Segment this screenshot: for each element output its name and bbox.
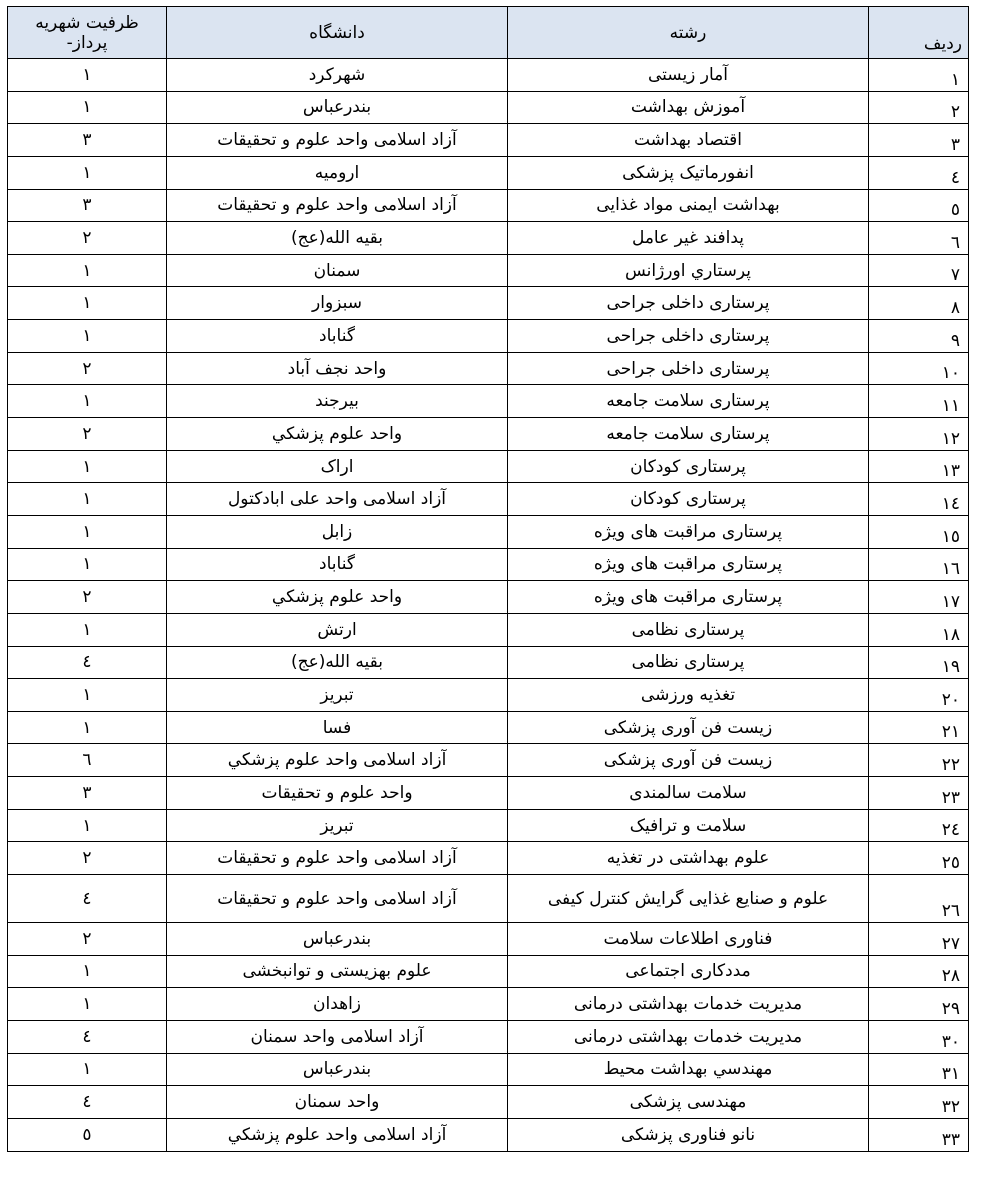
row-index: ۱ <box>869 59 969 92</box>
row-university: بندرعباس <box>167 923 508 956</box>
table-row <box>8 515 969 548</box>
row-index: ۲۳ <box>869 777 969 810</box>
table-row <box>8 385 969 418</box>
row-capacity: ۱ <box>8 679 167 712</box>
table-row <box>8 613 969 646</box>
row-capacity: ۱ <box>8 955 167 988</box>
row-index: ۲٥ <box>869 842 969 875</box>
row-university: آزاد اسلامی واحد علوم و تحقیقات <box>167 124 508 157</box>
row-university: تبریز <box>167 679 508 712</box>
row-field: بهداشت ایمنی مواد غذایی <box>508 189 869 222</box>
row-university: زابل <box>167 515 508 548</box>
row-index: ٥ <box>869 189 969 222</box>
table-row <box>8 988 969 1021</box>
row-index: ۱۸ <box>869 613 969 646</box>
row-capacity: ۲ <box>8 581 167 614</box>
row-capacity: ۱ <box>8 483 167 516</box>
row-university: بقیه الله(عج) <box>167 646 508 679</box>
row-index: ۸ <box>869 287 969 320</box>
row-university: واحد نجف آباد <box>167 352 508 385</box>
table-body <box>8 59 969 1152</box>
row-field: پرستاری نظامی <box>508 646 869 679</box>
row-field: پرستاری مراقبت های ویژه <box>508 548 869 581</box>
table-row <box>8 320 969 353</box>
table-row <box>8 287 969 320</box>
row-field: فناوری اطلاعات سلامت <box>508 923 869 956</box>
row-capacity: ۱ <box>8 59 167 92</box>
row-university: واحد علوم پزشكي <box>167 581 508 614</box>
row-field: تغذیه ورزشی <box>508 679 869 712</box>
table-row <box>8 744 969 777</box>
row-index: ۱۷ <box>869 581 969 614</box>
row-index: ۲۷ <box>869 923 969 956</box>
row-capacity: ٤ <box>8 875 167 923</box>
row-index: ۱۲ <box>869 418 969 451</box>
row-field: زیست فن آوری پزشکی <box>508 744 869 777</box>
row-index: ۲۹ <box>869 988 969 1021</box>
row-capacity: ۱ <box>8 254 167 287</box>
row-index: ۱٥ <box>869 515 969 548</box>
table-row <box>8 59 969 92</box>
row-capacity: ٦ <box>8 744 167 777</box>
row-field: پدافند غیر عامل <box>508 222 869 255</box>
row-index: ٦ <box>869 222 969 255</box>
row-field: پرستاری داخلی جراحی <box>508 287 869 320</box>
table-row <box>8 955 969 988</box>
row-capacity: ۱ <box>8 156 167 189</box>
row-field: اقتصاد بهداشت <box>508 124 869 157</box>
row-field: پرستاري اورژانس <box>508 254 869 287</box>
header-capacity: ظرفیت شهریه پرداز- <box>8 7 167 59</box>
table-row <box>8 1086 969 1119</box>
row-university: ارومیه <box>167 156 508 189</box>
row-university: آزاد اسلامی واحد علوم و تحقیقات <box>167 189 508 222</box>
table-row <box>8 809 969 842</box>
row-index: ۲۱ <box>869 711 969 744</box>
table-row <box>8 189 969 222</box>
row-university: آزاد اسلامی واحد علوم و تحقیقات <box>167 842 508 875</box>
row-field: علوم بهداشتی در تغذیه <box>508 842 869 875</box>
row-index: ۲۲ <box>869 744 969 777</box>
row-capacity: ۱ <box>8 515 167 548</box>
table-row <box>8 646 969 679</box>
row-index: ۲٦ <box>869 875 969 923</box>
row-index: ۳۰ <box>869 1020 969 1053</box>
row-capacity: ۲ <box>8 842 167 875</box>
row-field: سلامت سالمندی <box>508 777 869 810</box>
row-capacity: ٥ <box>8 1118 167 1151</box>
row-field: پرستاری مراقبت های ویژه <box>508 515 869 548</box>
row-field: علوم و صنایع غذایی گرایش کنترل کیفی <box>508 875 869 923</box>
row-field: مدیریت خدمات بهداشتی درمانی <box>508 1020 869 1053</box>
table-row <box>8 91 969 124</box>
row-university: آزاد اسلامی واحد علوم پزشكي <box>167 744 508 777</box>
table-row <box>8 679 969 712</box>
row-university: بقیه الله(عج) <box>167 222 508 255</box>
header-field: رشته <box>508 7 869 59</box>
table-row <box>8 777 969 810</box>
row-university: ارتش <box>167 613 508 646</box>
row-field: آمار زیستی <box>508 59 869 92</box>
row-capacity: ۱ <box>8 320 167 353</box>
row-index: ۲ <box>869 91 969 124</box>
row-capacity: ۱ <box>8 385 167 418</box>
row-capacity: ٤ <box>8 646 167 679</box>
row-index: ٤ <box>869 156 969 189</box>
table-row <box>8 352 969 385</box>
row-university: آزاد اسلامی واحد سمنان <box>167 1020 508 1053</box>
row-field: زیست فن آوری پزشکی <box>508 711 869 744</box>
table-row <box>8 450 969 483</box>
row-university: سبزوار <box>167 287 508 320</box>
row-field: انفورماتیک پزشکی <box>508 156 869 189</box>
row-field: پرستاری کودکان <box>508 483 869 516</box>
row-university: آزاد اسلامی واحد علوم پزشكي <box>167 1118 508 1151</box>
row-university: گناباد <box>167 548 508 581</box>
row-university: فسا <box>167 711 508 744</box>
table-row <box>8 842 969 875</box>
row-university: آزاد اسلامی واحد علوم و تحقیقات <box>167 875 508 923</box>
row-field: پرستاری مراقبت های ویژه <box>508 581 869 614</box>
row-university: آزاد اسلامی واحد علی اباد‌کتول <box>167 483 508 516</box>
table-row <box>8 875 969 923</box>
table-row <box>8 222 969 255</box>
row-university: گناباد <box>167 320 508 353</box>
row-index: ۱٦ <box>869 548 969 581</box>
row-index: ۱٤ <box>869 483 969 516</box>
row-university: واحد علوم پزشكي <box>167 418 508 451</box>
row-capacity: ۲ <box>8 923 167 956</box>
row-field: سلامت و ترافیک <box>508 809 869 842</box>
header-index: ردیف <box>869 7 969 59</box>
header-row <box>8 7 969 59</box>
table-row <box>8 124 969 157</box>
row-index: ۱۱ <box>869 385 969 418</box>
table-row <box>8 711 969 744</box>
row-capacity: ۱ <box>8 711 167 744</box>
table-row <box>8 418 969 451</box>
row-index: ۳ <box>869 124 969 157</box>
row-index: ۲۸ <box>869 955 969 988</box>
row-university: شهرکرد <box>167 59 508 92</box>
row-index: ۱۹ <box>869 646 969 679</box>
row-index: ۱۰ <box>869 352 969 385</box>
table-row <box>8 1118 969 1151</box>
row-university: تبریز <box>167 809 508 842</box>
row-capacity: ۱ <box>8 91 167 124</box>
row-field: مهندسي بهداشت محیط <box>508 1053 869 1086</box>
row-capacity: ۱ <box>8 809 167 842</box>
row-capacity: ۳ <box>8 124 167 157</box>
row-capacity: ۱ <box>8 287 167 320</box>
row-index: ۲٤ <box>869 809 969 842</box>
row-capacity: ٤ <box>8 1020 167 1053</box>
row-university: بندرعباس <box>167 1053 508 1086</box>
row-index: ۲۰ <box>869 679 969 712</box>
row-field: مددکاری اجتماعی <box>508 955 869 988</box>
row-university: بیرجند <box>167 385 508 418</box>
row-field: پرستاری داخلی جراحی <box>508 320 869 353</box>
row-field: پرستاری نظامی <box>508 613 869 646</box>
row-index: ۹ <box>869 320 969 353</box>
table-row <box>8 581 969 614</box>
table-row <box>8 156 969 189</box>
row-university: علوم بهزیستی و توانبخشی <box>167 955 508 988</box>
row-field: نانو فناوری پزشکی <box>508 1118 869 1151</box>
table-row <box>8 1053 969 1086</box>
row-university: اراک <box>167 450 508 483</box>
row-capacity: ۲ <box>8 418 167 451</box>
row-index: ۷ <box>869 254 969 287</box>
row-capacity: ۳ <box>8 189 167 222</box>
row-index: ۳۲ <box>869 1086 969 1119</box>
row-university: واحد سمنان <box>167 1086 508 1119</box>
row-capacity: ٤ <box>8 1086 167 1119</box>
row-university: واحد علوم و تحقیقات <box>167 777 508 810</box>
row-index: ۳۱ <box>869 1053 969 1086</box>
row-index: ۳۳ <box>869 1118 969 1151</box>
row-capacity: ۲ <box>8 352 167 385</box>
table-row <box>8 254 969 287</box>
row-university: زاهدان <box>167 988 508 1021</box>
table-row <box>8 483 969 516</box>
row-capacity: ۱ <box>8 450 167 483</box>
row-capacity: ۱ <box>8 613 167 646</box>
row-capacity: ۱ <box>8 988 167 1021</box>
row-field: پرستاری سلامت جامعه <box>508 385 869 418</box>
row-field: پرستاری سلامت جامعه <box>508 418 869 451</box>
row-field: پرستاری داخلی جراحی <box>508 352 869 385</box>
row-university: بندرعباس <box>167 91 508 124</box>
table-row <box>8 923 969 956</box>
row-field: پرستاری کودکان <box>508 450 869 483</box>
capacity-table <box>7 6 969 1152</box>
row-index: ۱۳ <box>869 450 969 483</box>
table-header <box>8 7 969 59</box>
row-field: آموزش بهداشت <box>508 91 869 124</box>
row-capacity: ۱ <box>8 1053 167 1086</box>
row-field: مدیریت خدمات بهداشتی درمانی <box>508 988 869 1021</box>
table-row <box>8 548 969 581</box>
header-university: دانشگاه <box>167 7 508 59</box>
row-field: مهندسی پزشکی <box>508 1086 869 1119</box>
table-row <box>8 1020 969 1053</box>
row-capacity: ۳ <box>8 777 167 810</box>
row-capacity: ۲ <box>8 222 167 255</box>
row-capacity: ۱ <box>8 548 167 581</box>
row-university: سمنان <box>167 254 508 287</box>
